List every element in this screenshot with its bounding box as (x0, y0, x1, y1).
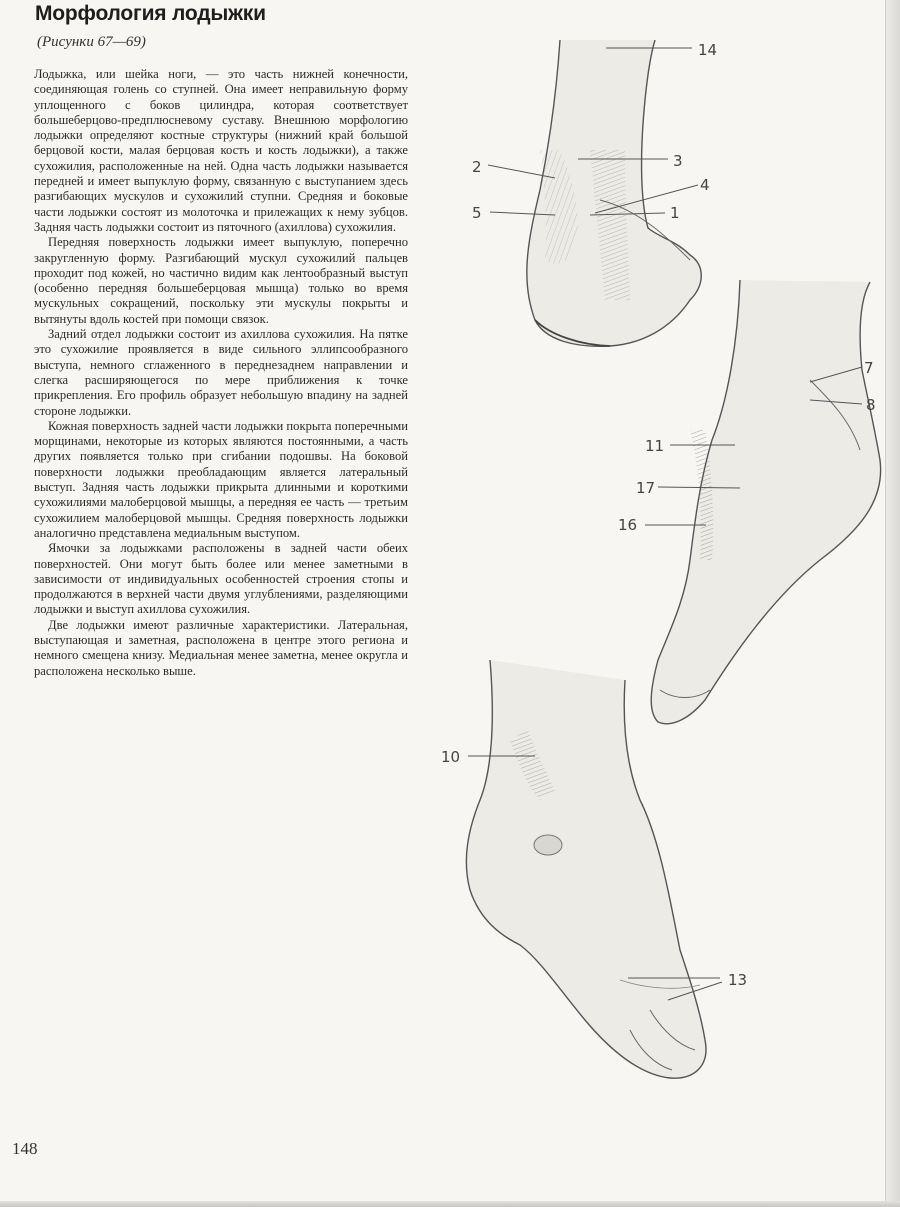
paragraph: Передняя поверхность лодыжки имеет выпуклую, поперечно закругленную форму. Разгибающий мускул сухожилий пальцев проходит под кожей, но частично видим как лентообразный выступ (особенно передняя большеберцовая мышца) только во время мускульных сокращений, поскольку эти мускулы покрыты и вытянуты вдоль костей при помощи связок. (34, 235, 408, 326)
paragraph: Кожная поверхность задней части лодыжки покрыта поперечными морщинами, некоторые из которых являются постоянными, а часть других появляется только при сгибании подошвы. На боковой поверхности лодыжки преобладающим является латеральный выступ. Задняя часть лодыжки прикрыта длинными и короткими сухожилиями малоберцовой мышцы, а передняя ее часть — третьим сухожилием малоберцовой мышцы. Средняя поверхность лодыжки аналогично представлена медиальным выступом. (34, 418, 408, 540)
label-17: 17 (636, 479, 656, 497)
label-14: 14 (698, 41, 718, 59)
ankle-back-view-drawing (527, 40, 701, 346)
label-7: 7 (864, 359, 874, 377)
label-3: 3 (673, 152, 683, 170)
label-1: 1 (670, 204, 680, 222)
label-16: 16 (618, 516, 638, 534)
paragraph: Лодыжка, или шейка ноги, — это часть нижней конечности, соединяющая голень со ступней. Она имеет неправильную форму уплощенного с боков цилиндра, которая соответствует большеберцово-предплюсневому суставу. Внешнюю морфологию лодыжки определяют костные структуры (нижний край большой берцовой кости, малая берцовая кость и кость лодыжки), а также сухожилия, расположенные на ней. Одна часть лодыжки называется передней и имеет выпуклую форму, связанную с выступанием здесь разгибающих мускулов и сухожилий ступни. Средняя и боковые части лодыжки состоят из молоточка и прилежащих к нему зубцов. Задняя часть лодыжки состоит из пяточного (ахиллова) сухожилия. (34, 67, 408, 234)
page-title: Морфология лодыжки (35, 2, 266, 25)
page-number: 148 (12, 1139, 38, 1158)
label-4: 4 (700, 176, 710, 194)
label-8: 8 (866, 396, 876, 414)
label-13: 13 (728, 971, 748, 989)
label-5: 5 (472, 204, 482, 222)
paragraph: Две лодыжки имеют различные характеристики. Латеральная, выступающая и заметная, расположена в центре этого региона и немного смещена книзу. Медиальная менее заметна, менее округла и расположена несколько выше. (34, 617, 408, 678)
label-11: 11 (645, 437, 665, 455)
ankle-side-view-drawing (651, 280, 880, 724)
paragraph: Ямочки за лодыжками расположены в задней части обеих поверхностей. Они могут быть более или менее заметными в зависимости от индивидуальных особенностей строения стопы и продолжаются в верхней части двумя углублениями, разделяющими лодыжки и выступ ахиллова сухожилия. (34, 541, 408, 617)
label-10: 10 (441, 748, 461, 766)
paragraph: Задний отдел лодыжки состоит из ахиллова сухожилия. На пятке это сухожилие проявляется в виде сильного эллипсообразного выступа, немного сглаженного в переднезаднем направлении и слегка расширяющегося по мере приближения к точке прикрепления. Его профиль образует небольшую впадину на задней стороне лодыжки. (34, 327, 408, 418)
figure-reference: (Рисунки 67—69) (37, 34, 146, 50)
label-2: 2 (472, 158, 482, 176)
